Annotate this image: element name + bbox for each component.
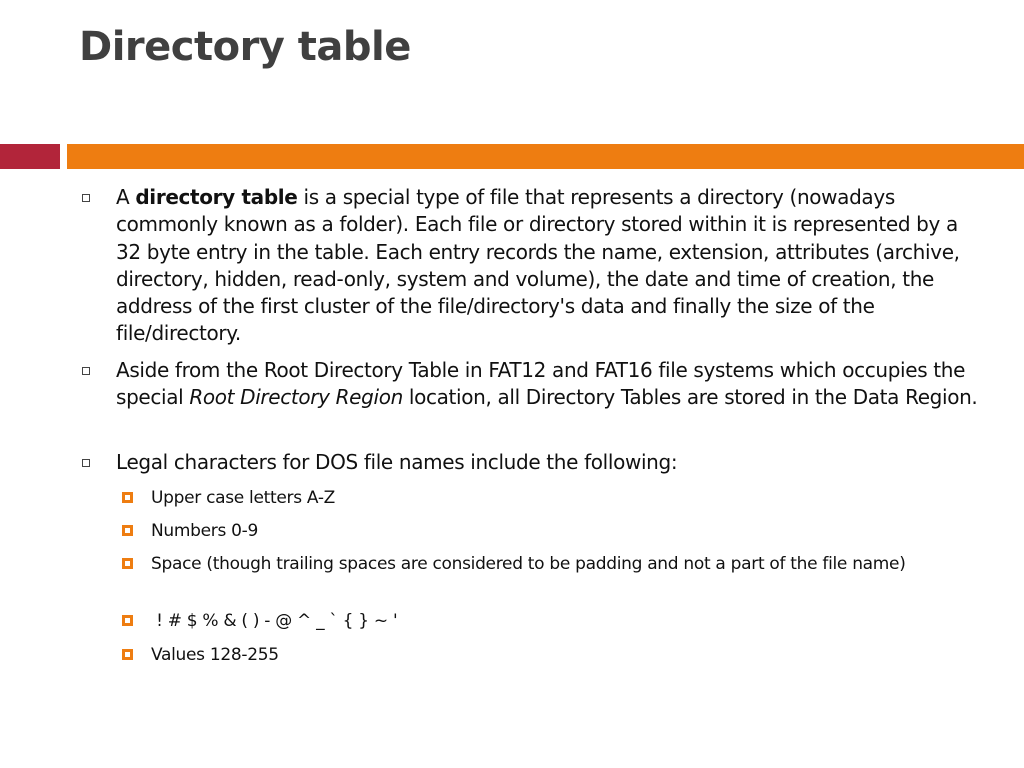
bullet-text — [116, 357, 986, 412]
sub-bullet-text: Numbers 0-9 — [151, 521, 259, 541]
bullet-text — [116, 184, 986, 348]
hollow-square-bullet-icon — [82, 194, 90, 202]
sub-bullet-text: Values 128-255 — [151, 645, 279, 665]
sub-bullet-text: Space (though trailing spaces are considered to be padding and not a part of the file name) — [151, 554, 906, 574]
sub-bullet-text: Upper case letters A-Z — [151, 488, 336, 508]
bullet-text-bold-term: directory table — [135, 185, 298, 209]
bullet-text-rest: is a special type of file that represents a directory (nowadays commonly known as a folder). Each file or directory stored within it is represented by a 32 byte entry in the table. Each entry records the name, extension, attributes (archive, directory, hidden, read-only, system and volume), the date and time of creation, the address of the first cluster of the file/directory's data and finally the size of the file/directory. — [116, 185, 960, 346]
bullet-text-lead: A — [116, 185, 136, 209]
sub-bullet-text: ! # $ % & ( ) - @ ^ _ ` { } ~ ' — [151, 611, 398, 631]
slide-title: Directory table — [79, 24, 411, 70]
accent-band-red — [0, 144, 60, 169]
orange-square-bullet-icon — [122, 558, 133, 569]
bullet-text-lead: Aside from the Root Directory Table in FAT12 and FAT16 file systems which occupies the special — [116, 358, 966, 410]
bullet-text-italic-term: Root Directory Region — [189, 385, 403, 410]
orange-square-bullet-icon — [122, 649, 133, 660]
orange-square-bullet-icon — [122, 615, 133, 626]
hollow-square-bullet-icon — [82, 459, 90, 467]
orange-square-bullet-icon — [122, 525, 133, 536]
bullet-text-rest: location, all Directory Tables are stored in the Data Region. — [402, 385, 978, 410]
hollow-square-bullet-icon — [82, 367, 90, 375]
accent-band-orange — [67, 144, 1024, 169]
bullet-text: Legal characters for DOS file names include the following: — [116, 450, 678, 474]
orange-square-bullet-icon — [122, 492, 133, 503]
